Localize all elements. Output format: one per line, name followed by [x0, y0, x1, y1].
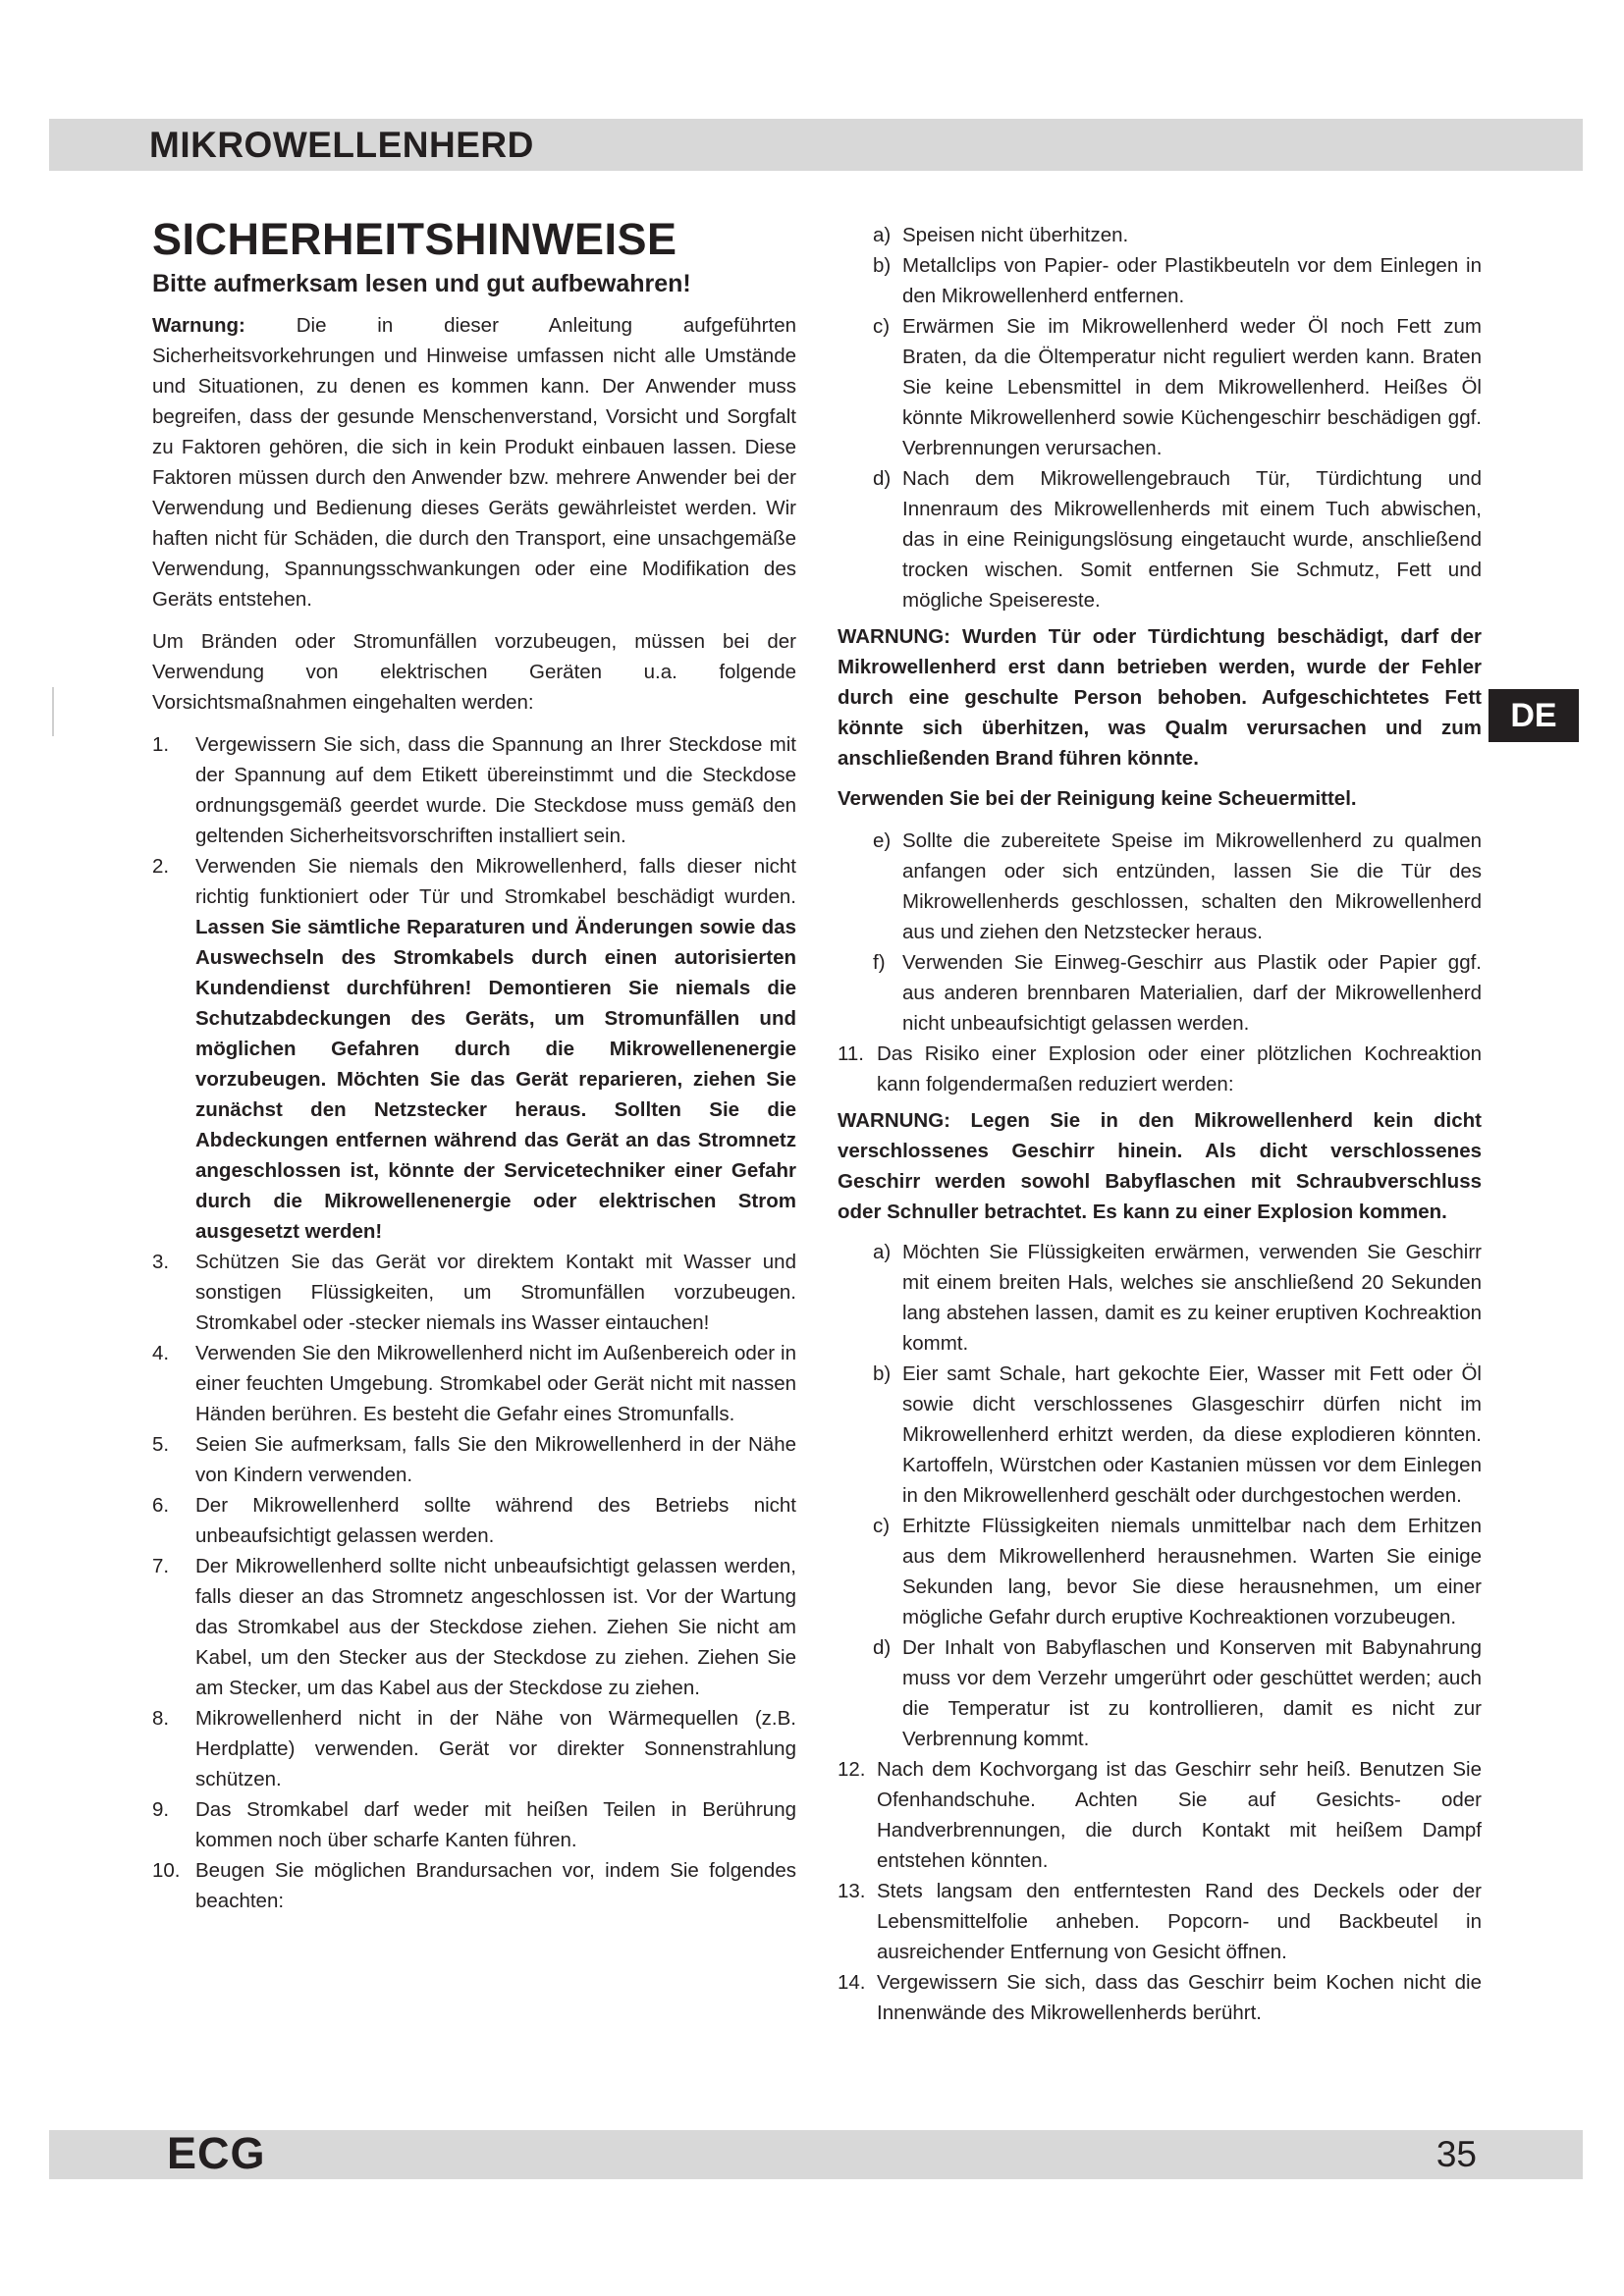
page-number: 35 [1435, 2134, 1477, 2174]
language-tab: DE [1489, 689, 1579, 742]
right-column [838, 220, 1482, 2028]
section-heading: SICHERHEITSHINWEISE [152, 214, 677, 264]
list-item: 8. Mikrowellenherd nicht in der Nähe von Wärmequellen (z.B. Herdplatte) verwenden. Gerät vor direkter Sonnenstrahlung schützen. [152, 1707, 796, 1790]
safety-list [152, 729, 796, 1916]
list-item: 4. Verwenden Sie den Mikrowellenherd nicht im Außenbereich oder in einer feuchten Umgebung. Stromkabel oder Gerät nicht mit nassen Händen berühren. Es besteht die Gefahr eines Stromunfalls. [152, 1342, 796, 1425]
sublist-10 [873, 220, 1482, 615]
footer-bar [49, 2130, 1583, 2179]
sublist-11 [873, 1237, 1482, 1754]
list-item: 13. Stets langsam den entferntesten Rand des Deckels oder der Lebensmittelfolie anheben. Popcorn- und Backbeutel in ausreichender Entfernung von Gesicht öffnen. [838, 1880, 1482, 1963]
list-item: 7. Der Mikrowellenherd sollte nicht unbeaufsichtigt gelassen werden, falls dieser an das Stromnetz angeschlossen ist. Vor der Wartung das Stromkabel aus der Steckdose ziehen. Ziehen Sie nicht am Kabel, um den Stecker aus der Steckdose zu ziehen. Ziehen Sie am Stecker, um das Kabel aus der Steckdose zu ziehen. [152, 1555, 796, 1699]
list-item: 14. Vergewissern Sie sich, dass das Geschirr beim Kochen nicht die Innenwände des Mikrowellenherds berührt. [838, 1971, 1482, 2024]
list-item: 3. Schützen Sie das Gerät vor direktem Kontakt mit Wasser und sonstigen Flüssigkeiten, um Stromunfällen vorzubeugen. Stromkabel oder -stecker niemals ins Wasser eintauchen! [152, 1251, 796, 1334]
list-item: c) Erhitzte Flüssigkeiten niemals unmittelbar nach dem Erhitzen aus dem Mikrowellenherd herausnehmen. Warten Sie einige Sekunden lang, bevor Sie diese herausnehmen, um einer mögliche Gefahr durch eruptive Kochreaktionen vorzubeugen. [873, 1515, 1482, 1629]
list-item: d) Nach dem Mikrowellengebrauch Tür, Türdichtung und Innenraum des Mikrowellenherds mit einem Tuch abwischen, das in eine Reinigungslösung eingetaucht wurde, anschließend trocken wischen. Somit entfernen Sie Schmutz, Fett und mögliche Speisereste. [873, 467, 1482, 612]
warning-sealed-containers: WARNUNG: Legen Sie in den Mikrowellenherd kein dicht verschlossenes Geschirr hinein. Als dicht verschlossenes Geschirr werden sowohl Babyflaschen mit Schraubverschluss oder Schnuller betrachtet. Es kann zu einer Explosion kommen. [838, 1109, 1482, 1223]
list-item: a) Speisen nicht überhitzen. [873, 224, 1129, 246]
list-item: 11. Das Risiko einer Explosion oder einer plötzlichen Kochreaktion kann folgendermaßen reduziert werden: [838, 1042, 1482, 1095]
list-item: b) Eier samt Schale, hart gekochte Eier, Wasser mit Fett oder Öl sowie dicht verschlossenes Glasgeschirr dürfen nicht im Mikrowellenherd erhitzt werden, da diese explodieren könnten. Kartoffeln, Würstchen oder Kastanien müssen vor dem Einlegen in den Mikrowellenherd geschält oder durchgestochen werden. [873, 1362, 1482, 1507]
list-item: 2. Verwenden Sie niemals den Mikrowellenherd, falls dieser nicht richtig funktioniert oder Tür und Stromkabel beschädigt wurden. Lassen Sie sämtliche Reparaturen und Änderungen sowie das Auswechseln des Stromkabels durch einen autorisierten Kundendienst durchführen! Demontieren Sie niemals die Schutzabdeckungen des Geräts, um Stromunfällen und möglichen Gefahren durch die Mikrowellenenergie vorzubeugen. Möchten Sie das Gerät reparieren, ziehen Sie zunächst den Netzstecker heraus. Sollten Sie die Abdeckungen entfernen während das Gerät an das Stromnetz angeschlossen ist, könnte der Servicetechniker einer Gefahr durch die Mikrowellenenergie oder elektrischen Strom ausgesetzt werden! [152, 855, 796, 1243]
list-item: 1. Vergewissern Sie sich, dass die Spannung an Ihrer Steckdose mit der Spannung auf dem Etikett übereinstimmt und die Steckdose ordnungsgemäß geerdet wurde. Die Steckdose muss gemäß den geltenden Sicherheitsvorschriften installiert sein. [152, 733, 796, 847]
list-item: 9. Das Stromkabel darf weder mit heißen Teilen in Berührung kommen noch über scharfe Kanten führen. [152, 1798, 796, 1851]
warning-door: WARNUNG: Wurden Tür oder Türdichtung beschädigt, darf der Mikrowellenherd erst dann betrieben werden, wurde der Fehler durch eine geschulte Person behoben. Aufgeschichtetes Fett könnte sich überhitzen, was Qualm verursachen und zum anschließenden Brand führen könnte. [838, 625, 1482, 770]
list-item: 5. Seien Sie aufmerksam, falls Sie den Mikrowellenherd in der Nähe von Kindern verwenden. [152, 1433, 796, 1486]
list-item: 6. Der Mikrowellenherd sollte während des Betriebs nicht unbeaufsichtigt gelassen werden. [152, 1494, 796, 1547]
margin-mark [52, 687, 54, 736]
list-item: 12. Nach dem Kochvorgang ist das Geschirr sehr heiß. Benutzen Sie Ofenhandschuhe. Achten Sie auf Gesichts- oder Handverbrennungen, die durch Kontakt mit heißem Dampf entstehen könnten. [838, 1758, 1482, 1872]
warning-paragraph [152, 310, 796, 614]
brand-logo: ECG [167, 2128, 266, 2178]
list-item: d) Der Inhalt von Babyflaschen und Konserven mit Babynahrung muss vor dem Verzehr umgerührt oder geschüttet werden; auch die Temperatur ist zu kontrollieren, damit es nicht zur Verbrennung kommt. [873, 1636, 1482, 1750]
left-column [152, 214, 796, 1916]
warning-label: Warnung: [152, 314, 245, 337]
header-bar [49, 119, 1583, 171]
sublist-10-continued [873, 826, 1482, 1039]
list-item: b) Metallclips von Papier- oder Plastikbeuteln vor dem Einlegen in den Mikrowellenherd entfernen. [873, 254, 1482, 307]
safety-list-11 [838, 1039, 1482, 1099]
warning-text: Die in dieser Anleitung aufgeführten Sicherheitsvorkehrungen und Hinweise umfassen nicht alle Umstände und Situationen, zu denen es kommen kann. Der Anwender muss begreifen, dass der gesunde Menschenverstand, Vorsicht und Sorgfalt zu Faktoren gehören, die sich in kein Produkt einbauen lassen. Diese Faktoren müssen durch den Anwender bzw. mehrere Anwender bei der Verwendung und Bedienung dieses Geräts gewährleistet werden. Wir haften nicht für Schäden, die durch den Transport, eine unsachgemäße Verwendung, Spannungsschwankungen oder eine Modifikation des Geräts entstehen. [152, 314, 797, 611]
warning-cleaning: Verwenden Sie bei der Reinigung keine Scheuermittel. [838, 787, 1357, 810]
document-title: MIKROWELLENHERD [149, 125, 534, 165]
list-item: a) Möchten Sie Flüssigkeiten erwärmen, verwenden Sie Geschirr mit einem breiten Hals, welches sie anschließend 20 Sekunden lang abstehen lassen, damit es zu keiner eruptiven Kochreaktion kommt. [873, 1241, 1482, 1355]
list-item: f) Verwenden Sie Einweg-Geschirr aus Plastik oder Papier ggf. aus anderen brennbaren Materialien, darf der Mikrowellenherd nicht unbeaufsichtigt gelassen werden. [873, 951, 1482, 1035]
list-item: e) Sollte die zubereitete Speise im Mikrowellenherd zu qualmen anfangen oder sich entzünden, lassen Sie die Tür des Mikrowellenherds geschlossen, schalten den Mikrowellenherd aus und ziehen den Netzstecker heraus. [873, 829, 1482, 943]
section-subheading: Bitte aufmerksam lesen und gut aufbewahren! [152, 270, 691, 297]
safety-list-12-14 [838, 1754, 1482, 2028]
list-item: c) Erwärmen Sie im Mikrowellenherd weder Öl noch Fett zum Braten, da die Öltemperatur nicht reguliert werden kann. Braten Sie keine Lebensmittel in dem Mikrowellenherd. Heißes Öl könnte Mikrowellenherd sowie Küchengeschirr beschädigen ggf. Verbrennungen verursachen. [873, 315, 1482, 459]
intro-paragraph: Um Bränden oder Stromunfällen vorzubeugen, müssen bei der Verwendung von elektrischen Geräten u.a. folgende Vorsichtsmaßnahmen eingehalten werden: [152, 630, 796, 714]
list-item: 10. Beugen Sie möglichen Brandursachen vor, indem Sie folgendes beachten: [152, 1859, 796, 1912]
